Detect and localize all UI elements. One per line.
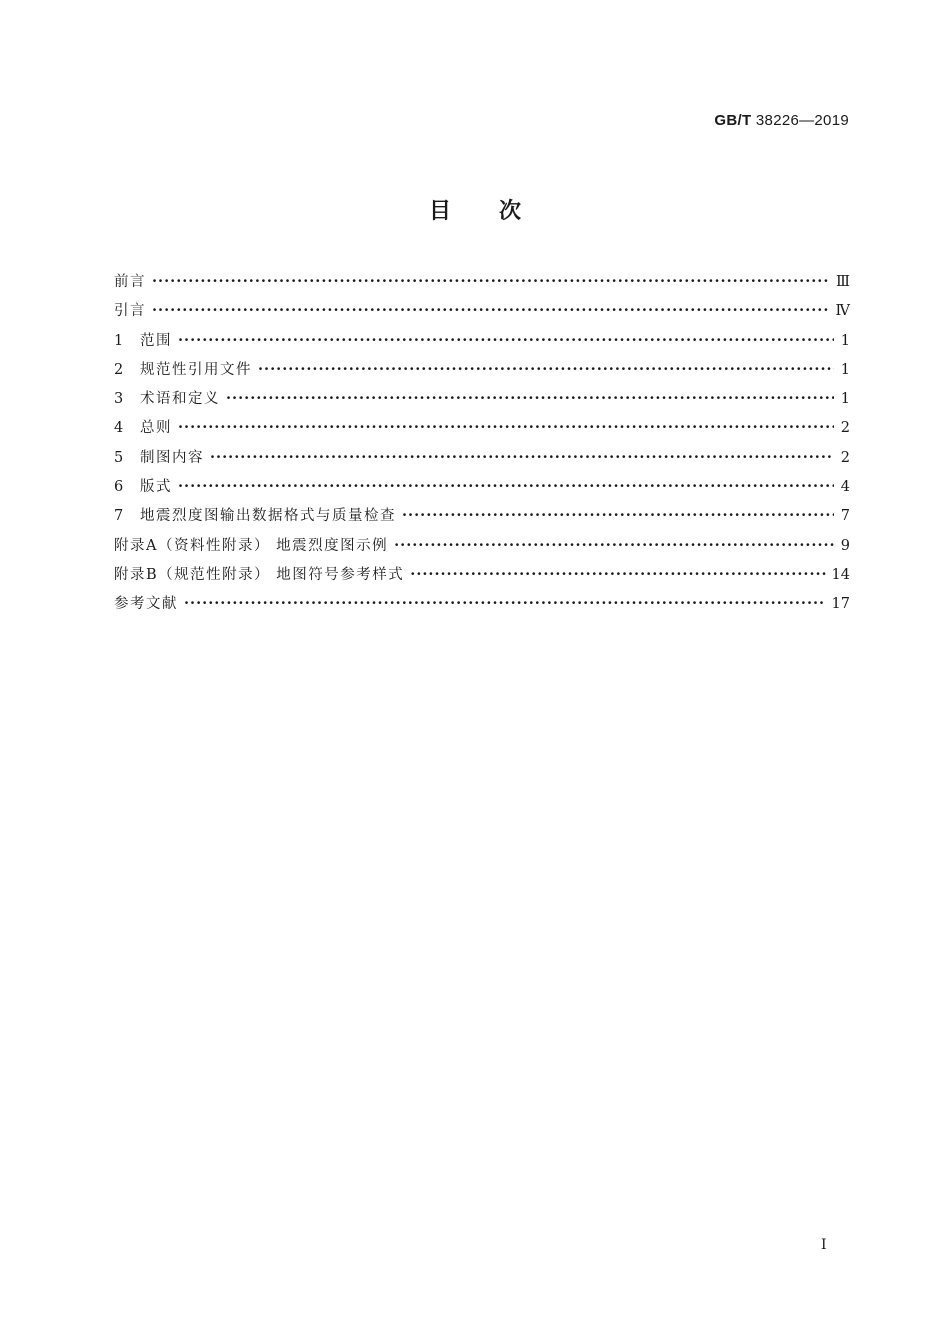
page-number: I [821, 1237, 827, 1253]
toc-leader-dots [178, 332, 834, 349]
toc-item-appendix-b[interactable] [114, 563, 850, 592]
toc-item-page: Ⅳ [835, 303, 850, 320]
standard-code-number: 38226—2019 [755, 112, 849, 129]
toc-item-page: 1 [840, 332, 850, 349]
toc-item-foreword[interactable] [114, 270, 850, 299]
toc-item-mapping-content[interactable] [114, 446, 850, 475]
toc-item-normative-references[interactable] [114, 358, 850, 387]
toc-item-layout[interactable] [114, 475, 850, 504]
toc-item-scope[interactable] [114, 329, 850, 358]
toc-item-terms-definitions[interactable] [114, 387, 850, 416]
toc-item-label: 规范性引用文件 [140, 361, 252, 378]
toc-item-page: 7 [840, 508, 850, 525]
toc-item-bibliography[interactable] [114, 592, 850, 621]
toc-item-label: 参考文献 [114, 596, 178, 613]
toc-item-number: 7 [114, 508, 124, 525]
toc-item-page: 9 [840, 537, 850, 554]
toc-leader-dots [410, 566, 825, 583]
toc-item-label: 引言 [114, 303, 146, 320]
toc-item-label: 范围 [140, 332, 172, 349]
toc-item-number: 4 [114, 420, 124, 437]
toc-item-appendix-a[interactable] [114, 534, 850, 563]
toc-leader-dots [184, 595, 826, 612]
toc-item-label: 地震烈度图输出数据格式与质量检查 [140, 508, 396, 525]
toc-leader-dots [226, 390, 834, 407]
toc-title: 目次 [428, 199, 569, 224]
toc-item-label: 总则 [140, 420, 172, 437]
toc-list [114, 270, 850, 622]
toc-item-page: 1 [840, 391, 850, 408]
toc-item-general[interactable] [114, 416, 850, 445]
toc-leader-dots [178, 419, 834, 436]
toc-item-page: Ⅲ [836, 274, 850, 290]
toc-item-page: 4 [840, 479, 850, 496]
toc-leader-dots [152, 273, 830, 290]
toc-item-output-data-format[interactable] [114, 504, 850, 533]
toc-item-number: 1 [114, 332, 124, 349]
toc-item-number: 3 [114, 391, 124, 408]
toc-item-label: 附录B（规范性附录） 地图符号参考样式 [114, 566, 405, 583]
toc-item-introduction[interactable] [114, 299, 850, 328]
standard-code-prefix: GB/T [714, 112, 752, 129]
toc-leader-dots [210, 449, 834, 466]
toc-item-number: 6 [114, 479, 124, 496]
toc-item-number: 5 [114, 449, 124, 466]
toc-item-label: 版式 [140, 479, 172, 496]
standard-code [714, 112, 849, 129]
toc-item-label: 制图内容 [140, 449, 204, 466]
toc-item-label: 附录A（资料性附录） 地震烈度图示例 [114, 537, 389, 554]
toc-item-page: 14 [831, 566, 850, 583]
toc-item-page: 1 [840, 361, 850, 378]
toc-item-page: 2 [840, 420, 850, 437]
toc-item-number: 2 [114, 361, 124, 378]
toc-leader-dots [258, 361, 834, 378]
toc-item-label: 术语和定义 [140, 391, 220, 408]
toc-leader-dots [394, 537, 834, 554]
toc-item-label: 前言 [114, 274, 146, 290]
toc-leader-dots [178, 478, 834, 495]
toc-leader-dots [152, 302, 830, 319]
toc-item-page: 17 [831, 596, 850, 613]
toc-item-page: 2 [840, 449, 850, 466]
toc-leader-dots [402, 507, 834, 524]
